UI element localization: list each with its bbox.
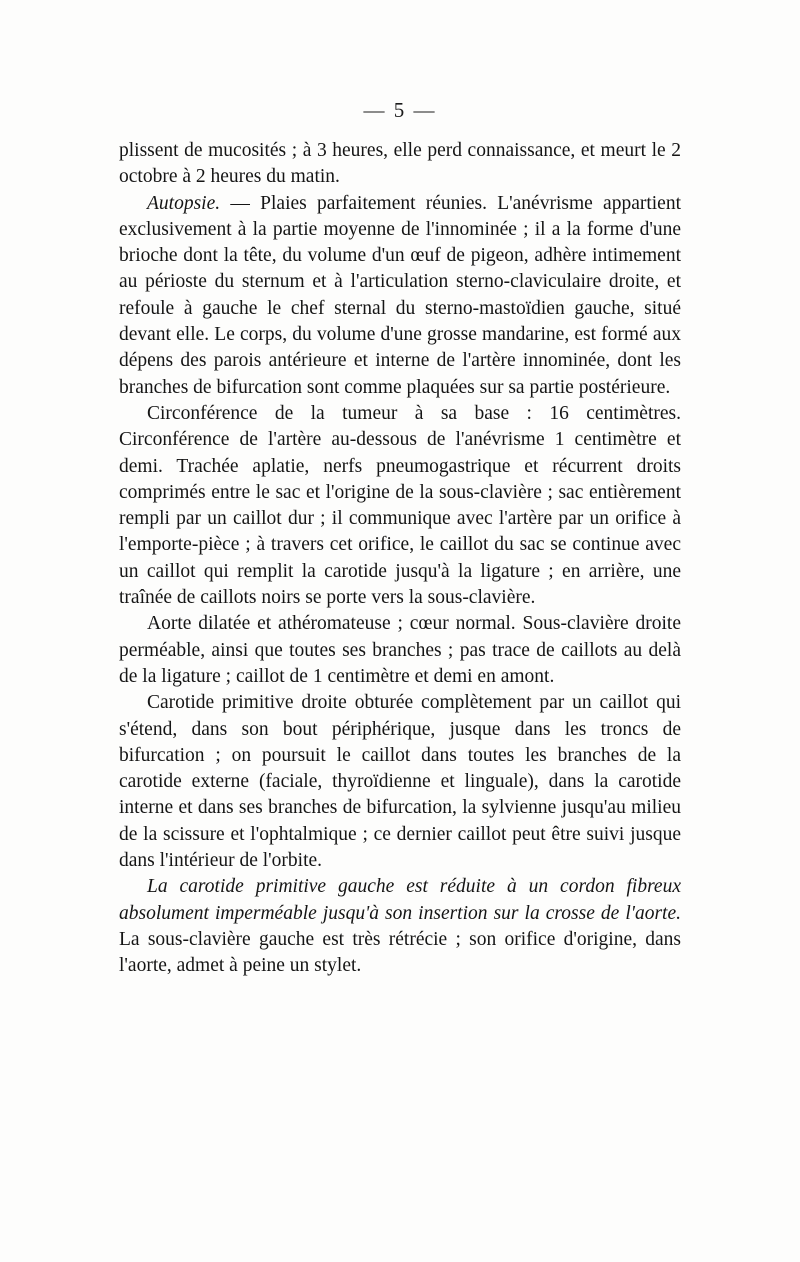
paragraph-text: Aorte dilatée et athéromateuse ; cœur normal. Sous-clavière droite perméable, ainsi que toutes ses branches ; pas trace de caillots au delà de la ligature ; caillot de 1 centimètre et demi en amont. — [119, 613, 681, 687]
paragraph-text: Circonférence de la tumeur à sa base : 16 centimètres. Circonférence de l'artère au-dessous de l'anévrisme 1 centimètre et demi. Trachée aplatie, nerfs pneumogastrique et récurrent droits comprimés entre le sac et l'origine de la sous-clavière ; sac entièrement rempli par un caillot dur ; il communique avec l'artère par un orifice à l'emporte-pièce ; à travers cet orifice, le caillot du sac se continue avec un caillot qui remplit la carotide jusqu'à la ligature ; en arrière, une traînée de caillots noirs se porte vers la sous-clavière. — [119, 402, 681, 609]
paragraph-text: — Plaies parfaitement réunies. L'anévrisme appartient exclusivement à la partie moyenne de l'innominée ; il a la forme d'une brioche dont la tête, du volume d'un œuf de pigeon, adhère intimement au périoste du sternum et à l'articulation sterno-claviculaire droite, et refoule à gauche le chef sternal du sterno-mastoïdien gauche, situé devant elle. Le corps, du volume d'une grosse mandarine, est formé aux dépens des parois antérieure et interne de l'artère innominée, dont les branches de bifurcation sont comme plaquées sur sa partie postérieure. — [119, 192, 681, 398]
paragraph-carotide-droite — [119, 690, 681, 874]
paragraph-circonference — [119, 401, 681, 611]
paragraph-aorte — [119, 611, 681, 690]
paragraph-text: Carotide primitive droite obturée complètement par un caillot qui s'étend, dans son bout périphérique, jusque dans les troncs de bifurcation ; on poursuit le caillot dans toutes les branches de la carotide externe (faciale, thyroïdienne et linguale), dans la carotide interne et dans ses branches de bifurcation, la sylvienne jusqu'au milieu de la scissure et l'ophtalmique ; ce dernier caillot peut être suivi jusque dans l'intérieur de l'orbite. — [119, 692, 681, 872]
paragraph-lead-italic: Autopsie. — [147, 192, 221, 214]
paragraph-text: plissent de mucosités ; à 3 heures, elle perd connaissance, et meurt le 2 octobre à 2 heures du matin. — [119, 140, 681, 188]
paragraph-lead-italic: La carotide primitive gauche est réduite à un cordon fibreux absolument imperméable jusqu'à son insertion sur la crosse de l'aorte. — [119, 876, 681, 924]
paragraph-continuation — [119, 138, 681, 191]
page-number: — 5 — — [363, 98, 437, 122]
body-text — [119, 138, 681, 980]
paragraph-autopsie — [119, 191, 681, 401]
paragraph-text: La sous-clavière gauche est très rétrécie ; son orifice d'origine, dans l'aorte, admet à peine un stylet. — [119, 928, 681, 977]
paragraph-carotide-gauche — [119, 874, 681, 979]
